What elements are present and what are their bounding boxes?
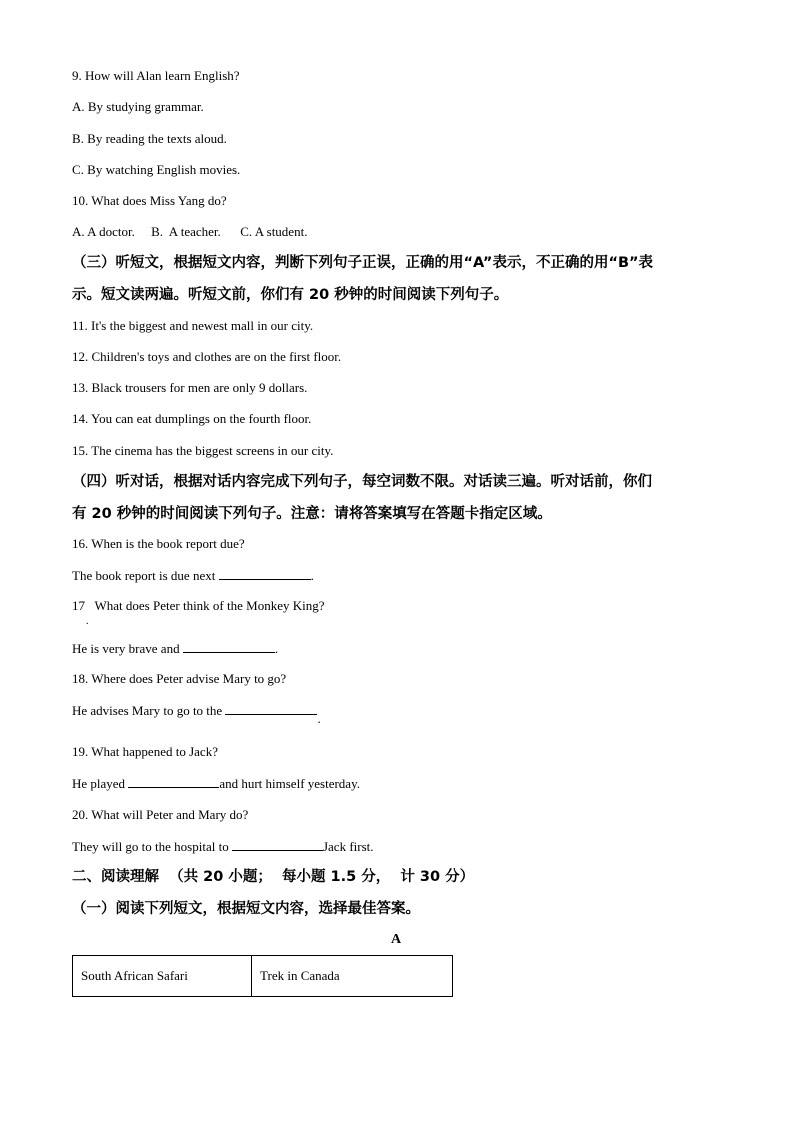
statement-14: 14. You can eat dumplings on the fourth floor. [72, 411, 312, 426]
answer-19 [72, 775, 360, 792]
options-10: A. A doctor. B. A teacher. C. A student. [72, 224, 308, 239]
option-9b: B. By reading the texts aloud. [72, 131, 227, 146]
section4-instruction-line2: 有 20 秒钟的时间阅读下列句子。注意：请将答案填写在答题卡指定区域。 [72, 506, 552, 522]
answer-19-end: and hurt himself yesterday. [219, 776, 360, 791]
answer-blank-16[interactable] [219, 567, 311, 580]
answer-17 [72, 640, 278, 657]
question-19: 19. What happened to Jack? [72, 744, 218, 759]
answer-17-end: . [274, 641, 279, 656]
statement-12: 12. Children's toys and clothes are on the first floor. [72, 349, 342, 364]
answer-blank-20[interactable] [232, 838, 323, 851]
part2-subtitle: （一）阅读下列短文，根据短文内容，选择最佳答案。 [72, 901, 420, 917]
section4-instruction-line1: （四）听对话，根据对话内容完成下列句子，每空词数不限。对话读三遍。听对话前，你们 [72, 474, 652, 490]
table-row [73, 956, 453, 997]
question-17: 17 What does Peter think of the Monkey King? [72, 598, 325, 613]
option-9c: C. By watching English movies. [72, 162, 241, 177]
option-9a: A. By studying grammar. [72, 99, 204, 114]
question-9: 9. How will Alan learn English? [72, 68, 240, 83]
table-cell-trek-in-canada: Trek in Canada [252, 956, 453, 997]
answer-18 [72, 702, 321, 726]
question-16: 16. When is the book report due? [72, 536, 245, 551]
passage-table [72, 955, 453, 997]
statement-11: 11. It's the biggest and newest mall in our city. [72, 318, 314, 333]
answer-blank-19[interactable] [128, 775, 219, 788]
answer-20 [72, 838, 374, 855]
table-cell-south-african-safari: South African Safari [73, 956, 252, 997]
section3-instruction-line2: 示。短文读两遍。听短文前，你们有 20 秒钟的时间阅读下列句子。 [72, 287, 509, 303]
question-10: 10. What does Miss Yang do? [72, 193, 227, 208]
answer-17-text: He is very brave and [72, 641, 183, 656]
stray-dot: . [86, 616, 89, 627]
statement-13: 13. Black trousers for men are only 9 dollars. [72, 380, 308, 395]
question-20: 20. What will Peter and Mary do? [72, 807, 249, 822]
answer-blank-17[interactable] [183, 640, 275, 653]
answer-19-text: He played [72, 776, 129, 791]
part2-title: 二、阅读理解 （共 20 小题； 每小题 1.5 分， 计 30 分） [72, 869, 475, 885]
answer-18-end: . [317, 711, 321, 726]
passage-a-label: A [391, 932, 402, 947]
question-18: 18. Where does Peter advise Mary to go? [72, 671, 287, 686]
answer-18-text: He advises Mary to go to the [72, 703, 226, 718]
answer-16 [72, 567, 314, 584]
section3-instruction-line1: （三）听短文，根据短文内容，判断下列句子正误，正确的用“A”表示，不正确的用“B”表 [72, 255, 654, 271]
answer-16-end: . [310, 568, 314, 583]
statement-15: 15. The cinema has the biggest screens in our city. [72, 443, 334, 458]
answer-20-end: Jack first. [322, 839, 374, 854]
answer-20-text: They will go to the hospital to [72, 839, 232, 854]
answer-16-text: The book report is due next [72, 568, 219, 583]
answer-blank-18[interactable] [225, 702, 317, 715]
